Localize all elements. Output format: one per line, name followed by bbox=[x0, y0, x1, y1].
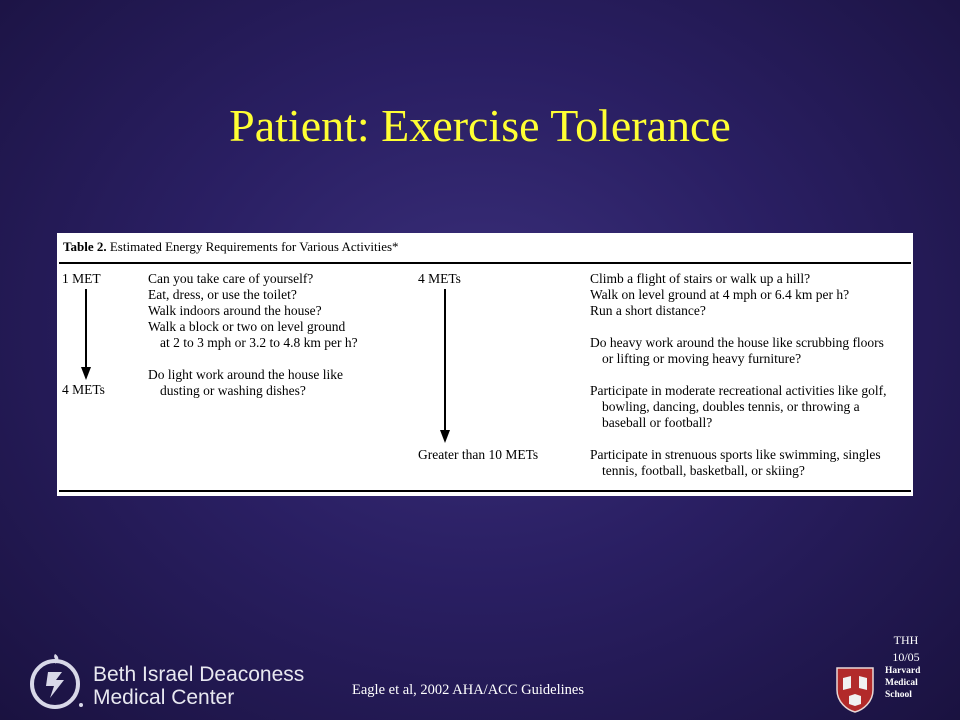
right-activity: bowling, dancing, doubles tennis, or throwing a bbox=[602, 399, 860, 414]
table-caption-text: Estimated Energy Requirements for Various Activities* bbox=[106, 239, 399, 254]
bidmc-seal-icon bbox=[26, 650, 88, 712]
right-activity: Participate in moderate recreational activities like golf, bbox=[590, 383, 887, 398]
left-activity: Can you take care of yourself? bbox=[148, 271, 314, 286]
table-caption bbox=[63, 239, 399, 255]
author-date bbox=[886, 632, 926, 666]
hms-line1: Harvard bbox=[885, 666, 921, 676]
right-end-label: Greater than 10 METs bbox=[418, 447, 539, 462]
right-activity: Participate in strenuous sports like swimming, singles bbox=[590, 447, 881, 462]
table-bottom-rule bbox=[59, 490, 911, 492]
left-activity: Walk a block or two on level ground bbox=[148, 319, 346, 334]
left-start-label: 1 MET bbox=[62, 271, 101, 286]
right-activity: Run a short distance? bbox=[590, 303, 706, 318]
bidmc-name-line2: Medical Center bbox=[93, 686, 235, 709]
right-activity: Climb a flight of stairs or walk up a hill? bbox=[590, 271, 811, 286]
left-end-label: 4 METs bbox=[62, 382, 105, 397]
down-arrow-icon bbox=[438, 289, 452, 444]
left-activity: at 2 to 3 mph or 3.2 to 4.8 km per h? bbox=[160, 335, 358, 350]
right-activity: or lifting or moving heavy furniture? bbox=[602, 351, 802, 366]
author-initials: THH bbox=[893, 633, 919, 647]
right-start-label: 4 METs bbox=[418, 271, 461, 286]
table-caption-label: Table 2. bbox=[63, 239, 107, 254]
left-activity: Do light work around the house like bbox=[148, 367, 343, 382]
harvard-shield-icon bbox=[835, 666, 875, 714]
energy-requirements-table bbox=[57, 233, 913, 496]
right-activity: Do heavy work around the house like scrubbing floors bbox=[590, 335, 884, 350]
slide-title: Patient: Exercise Tolerance bbox=[229, 100, 731, 151]
hms-line3: School bbox=[885, 690, 912, 700]
hms-wordmark bbox=[885, 665, 920, 701]
table-top-rule bbox=[59, 262, 911, 264]
slide-date: 10/05 bbox=[892, 650, 920, 664]
hms-line2: Medical bbox=[885, 678, 918, 688]
left-activity: Walk indoors around the house? bbox=[148, 303, 322, 318]
right-activity: tennis, football, basketball, or skiing? bbox=[602, 463, 805, 478]
right-activity: Walk on level ground at 4 mph or 6.4 km per h? bbox=[590, 287, 850, 302]
bidmc-name-line1: Beth Israel Deaconess bbox=[93, 663, 305, 686]
down-arrow-icon bbox=[79, 289, 93, 381]
citation: Eagle et al, 2002 AHA/ACC Guidelines bbox=[352, 682, 584, 698]
bidmc-name bbox=[93, 663, 304, 709]
left-activity: Eat, dress, or use the toilet? bbox=[148, 287, 297, 302]
right-activity: baseball or football? bbox=[602, 415, 713, 430]
left-activity: dusting or washing dishes? bbox=[160, 383, 306, 398]
